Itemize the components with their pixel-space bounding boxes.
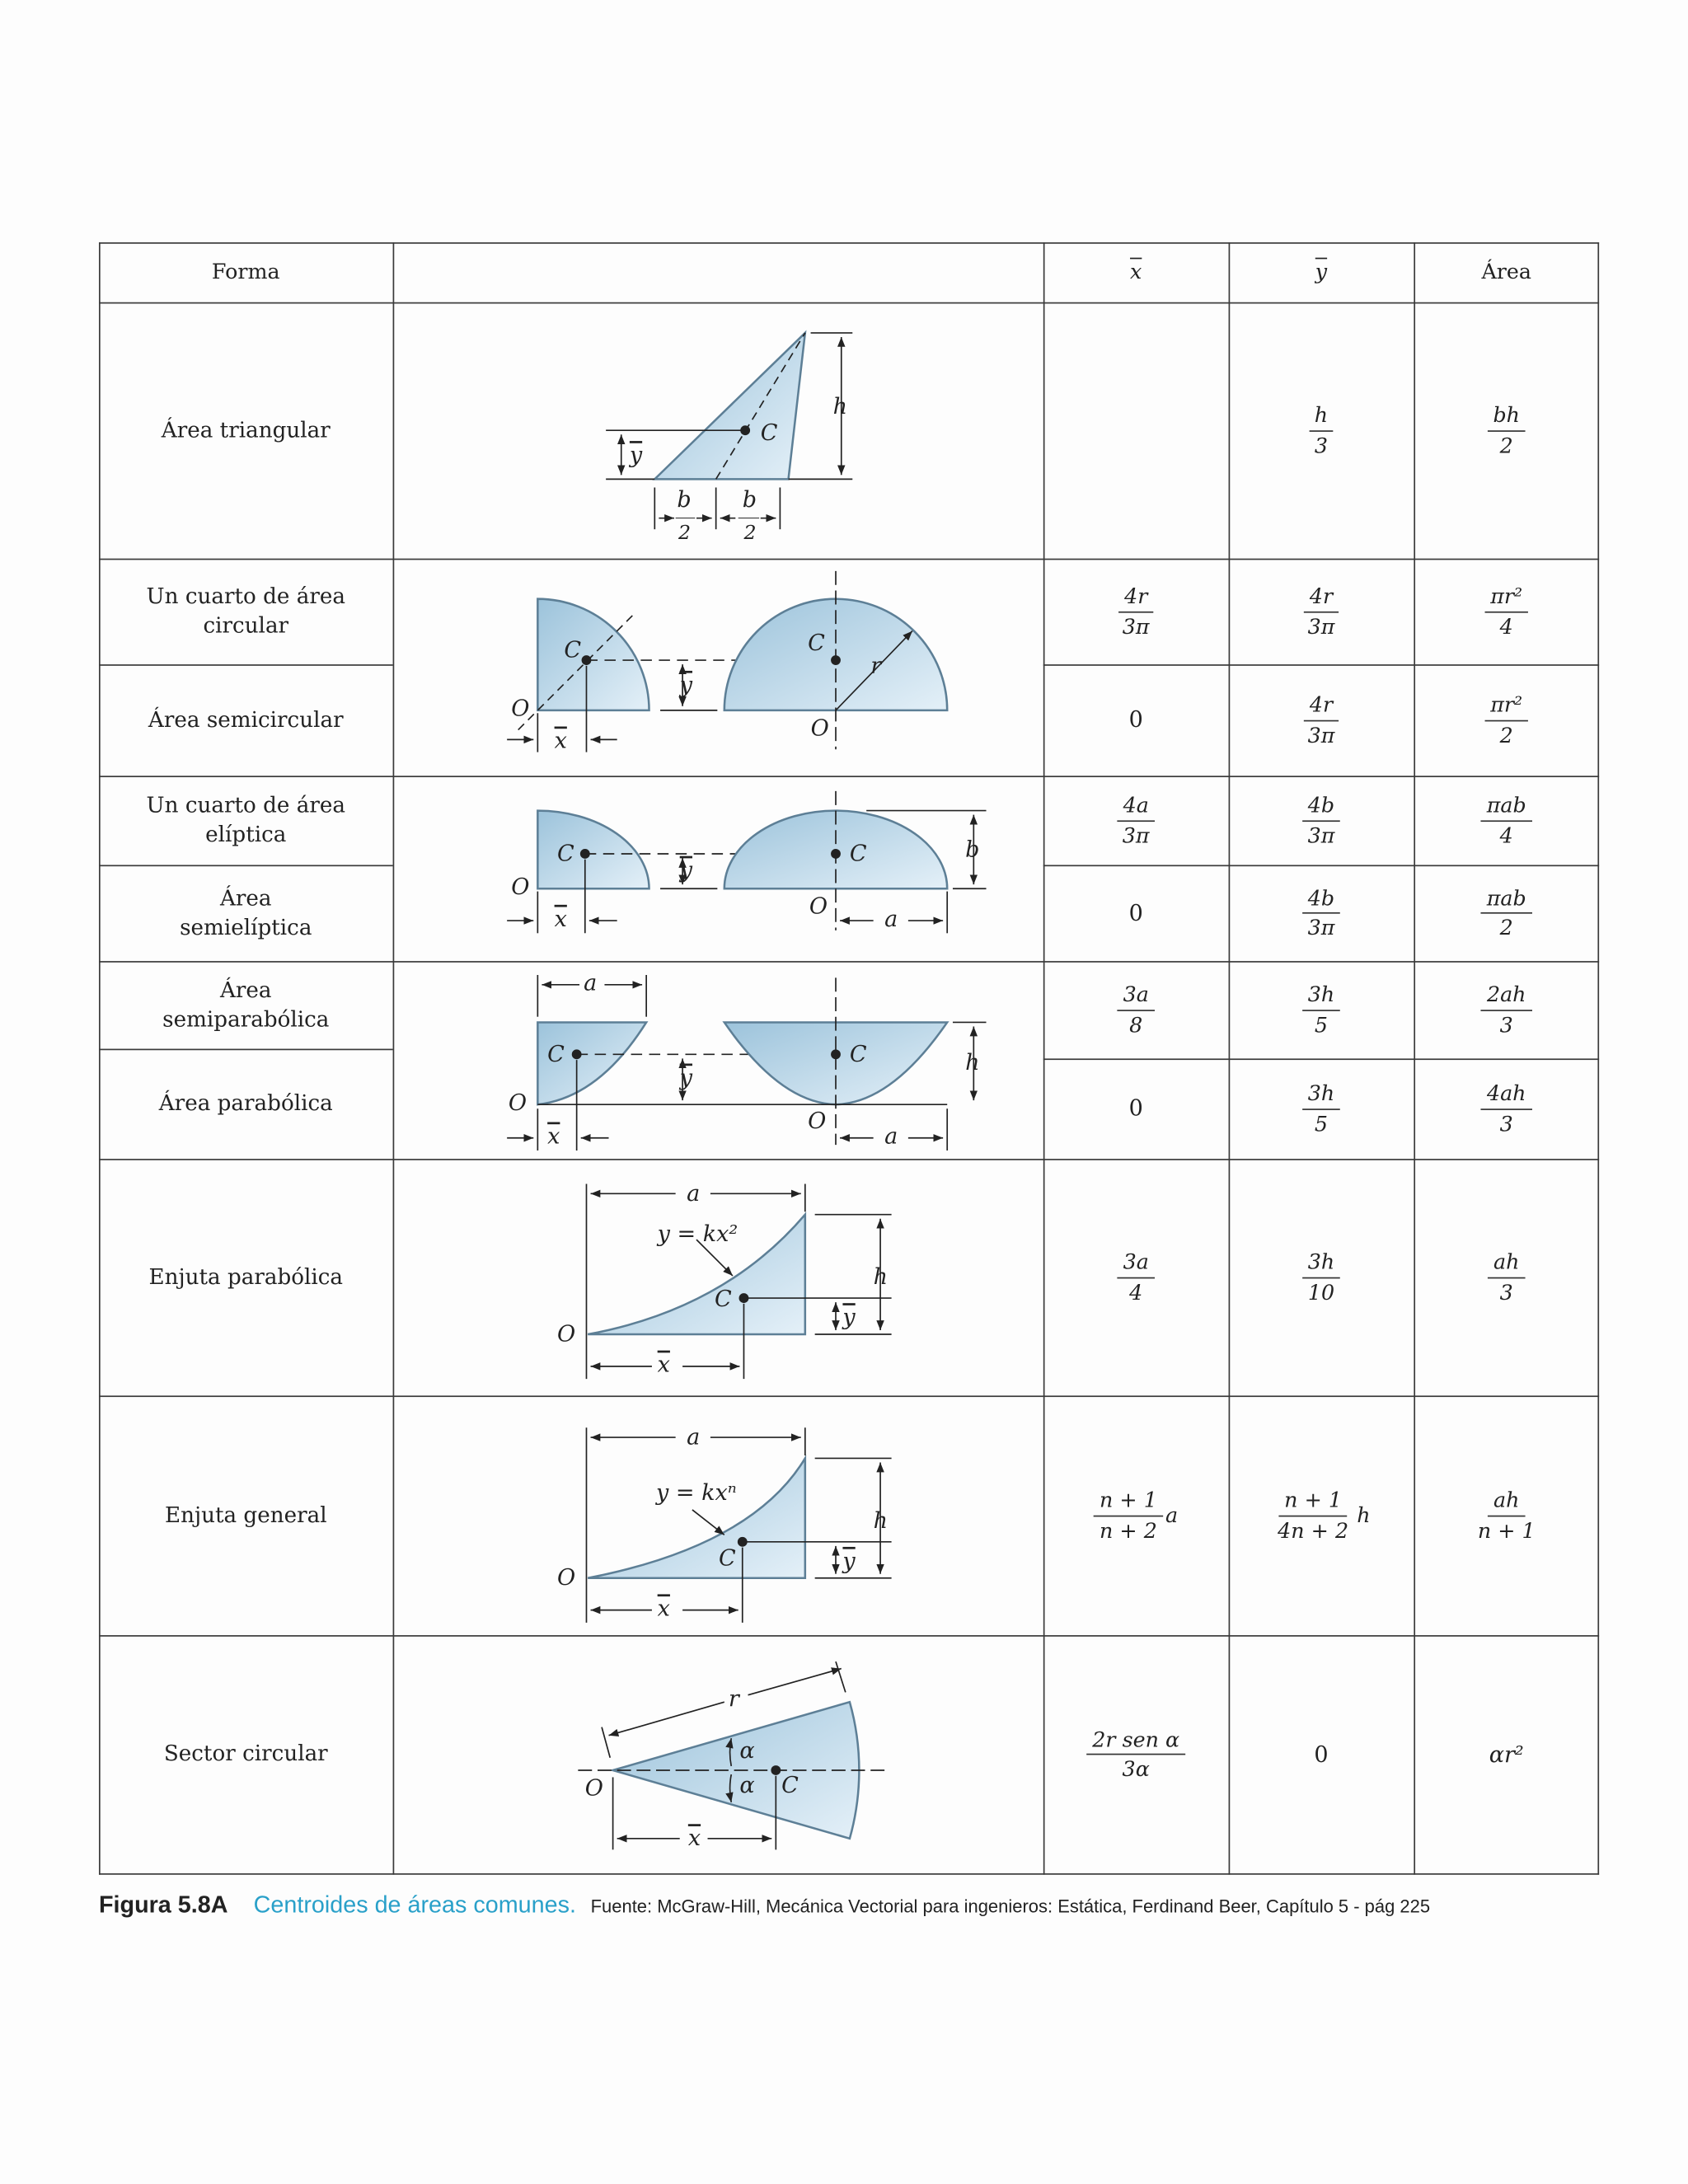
label-b: b [965, 837, 980, 863]
y-bar-value: $\frac{4r}{3\pi}$ [1229, 664, 1414, 776]
label-C: C [719, 1545, 736, 1572]
general-spandrel-diagram [586, 1424, 891, 1623]
triangle-diagram [606, 333, 852, 529]
label-equation: y = kx² [657, 1221, 738, 1247]
y-bar-value: 0 [1314, 1740, 1329, 1768]
label-O: O [808, 1108, 827, 1134]
x-bar-value: $\frac{n + 1}{n + 2}$ a [1043, 1395, 1229, 1635]
label-x-bar: x [554, 728, 567, 754]
label-C: C [781, 1773, 799, 1799]
label-x-bar: x [657, 1596, 670, 1622]
shape-name: Área semielíptica [180, 885, 312, 940]
label-O: O [508, 1090, 528, 1116]
header-x-bar: $\overline{x}$ [1130, 259, 1142, 285]
label-O: O [809, 893, 828, 920]
x-bar-value: $\frac{3a}{8}$ [1043, 961, 1229, 1058]
shape-name: Área semicircular [148, 706, 344, 733]
parabolic-spandrel-diagram [586, 1184, 891, 1380]
caption-figure-number: Figura 5.8A [98, 1891, 228, 1919]
x-bar-value: $\frac{\text{2r sen α}}{3\alpha}$ [1043, 1635, 1229, 1873]
y-bar-value: $\frac{4b}{3\pi}$ [1229, 865, 1414, 961]
y-bar-value: $\frac{n + 1}{4n + 2}$ h [1278, 1487, 1371, 1543]
label-alpha: α [739, 1737, 755, 1764]
label-O: O [557, 1565, 576, 1591]
label-C: C [564, 637, 582, 663]
area-value: $\frac{2ah}{3}$ [1414, 961, 1599, 1058]
label-C: C [547, 1041, 565, 1067]
label-h: h [873, 1507, 889, 1534]
label-C: C [760, 420, 778, 447]
y-bar-value: $\frac{4b}{3\pi}$ [1229, 776, 1414, 865]
header-y-bar: $\overline{y}$ [1315, 259, 1328, 285]
label-alpha: α [739, 1773, 755, 1799]
shape-name: Área semiparabólica [162, 977, 330, 1032]
shape-name: Enjuta parabólica [148, 1263, 344, 1290]
label-x-bar: x [687, 1825, 701, 1852]
label-y-bar: y [679, 672, 693, 698]
label-h: h [873, 1264, 889, 1291]
y-bar-value: $\frac{4r}{3\pi}$ [1229, 559, 1414, 664]
shape-name: Área triangular [161, 417, 331, 443]
shape-name: Área parabólica [158, 1090, 333, 1116]
area-value: αr² [1489, 1740, 1524, 1768]
header-area: Área [1481, 259, 1531, 285]
label-O: O [511, 874, 530, 900]
figure-caption [99, 1891, 1430, 1919]
label-O: O [810, 715, 829, 742]
label-b: b [742, 487, 757, 513]
area-value: $\frac{\text{πab}}{2}$ [1414, 865, 1599, 961]
label-y-bar: y [679, 1065, 693, 1091]
ellipse-diagram [507, 791, 986, 933]
label-h: h [965, 1049, 980, 1076]
label-a: a [584, 970, 598, 996]
label-C: C [849, 1041, 867, 1067]
label-two: 2 [678, 521, 692, 545]
label-b: b [677, 487, 692, 513]
label-O: O [511, 696, 530, 722]
label-y-bar: y [842, 1305, 856, 1331]
x-bar-value: $\frac{4r}{3\pi}$ [1043, 559, 1229, 664]
y-bar-value: $\frac{3h}{5}$ [1229, 1058, 1414, 1159]
label-C: C [808, 630, 825, 657]
header-shape: Forma [211, 259, 280, 285]
label-O: O [557, 1321, 576, 1347]
label-h: h [832, 393, 848, 419]
label-a: a [687, 1180, 701, 1207]
label-x-bar: x [547, 1123, 560, 1150]
x-bar-value: 0 [1128, 706, 1143, 733]
area-value: $\frac{\text{πr²}}{2}$ [1414, 664, 1599, 776]
label-x-bar: x [554, 906, 567, 932]
shape-name: Sector circular [163, 1741, 328, 1766]
label-C: C [849, 841, 867, 867]
y-bar-value: $\frac{3h}{10}$ [1229, 1159, 1414, 1395]
area-value: $\frac{\text{πab}}{4}$ [1414, 776, 1599, 865]
label-x-bar: x [657, 1352, 670, 1378]
y-bar-value: $\frac{3h}{5}$ [1229, 961, 1414, 1058]
label-r: r [870, 653, 882, 679]
shape-name: Un cuarto de área elíptica [146, 792, 346, 847]
x-bar-value: 0 [1128, 899, 1143, 926]
area-value: $\frac{ah}{n + 1}$ [1477, 1487, 1536, 1543]
parabolic-diagram [507, 975, 986, 1151]
label-C: C [714, 1286, 732, 1313]
label-r: r [728, 1686, 739, 1713]
x-bar-value: 0 [1128, 1094, 1143, 1122]
label-a: a [884, 906, 898, 932]
x-bar-value: $\frac{3a}{4}$ [1043, 1159, 1229, 1395]
label-y-bar: y [679, 857, 693, 883]
area-value: $\frac{\text{πr²}}{4}$ [1414, 559, 1599, 664]
shape-name: Un cuarto de área circular [146, 583, 346, 639]
label-y-bar: y [629, 443, 643, 469]
caption-title: Centroides de áreas comunes. [253, 1891, 576, 1919]
y-bar-value: $\frac{h}{3}$ [1229, 302, 1414, 559]
caption-source: Fuente: McGraw-Hill, Mecánica Vectorial para ingenieros: Estática, Ferdinand Beer, Capítulo 5 - pág 225 [590, 1896, 1431, 1917]
label-C: C [557, 841, 574, 867]
area-value: $\frac{bh}{2}$ [1414, 302, 1599, 559]
shape-name: Enjuta general [164, 1502, 327, 1528]
label-equation: y = kxⁿ [655, 1480, 737, 1507]
label-y-bar: y [842, 1548, 856, 1574]
area-value: $\frac{4ah}{3}$ [1414, 1058, 1599, 1159]
x-bar-value: $\frac{4a}{3\pi}$ [1043, 776, 1229, 865]
label-O: O [584, 1775, 603, 1802]
label-a: a [687, 1424, 701, 1451]
label-two: 2 [743, 521, 757, 545]
area-value: $\frac{ah}{3}$ [1414, 1159, 1599, 1395]
label-a: a [884, 1123, 898, 1150]
